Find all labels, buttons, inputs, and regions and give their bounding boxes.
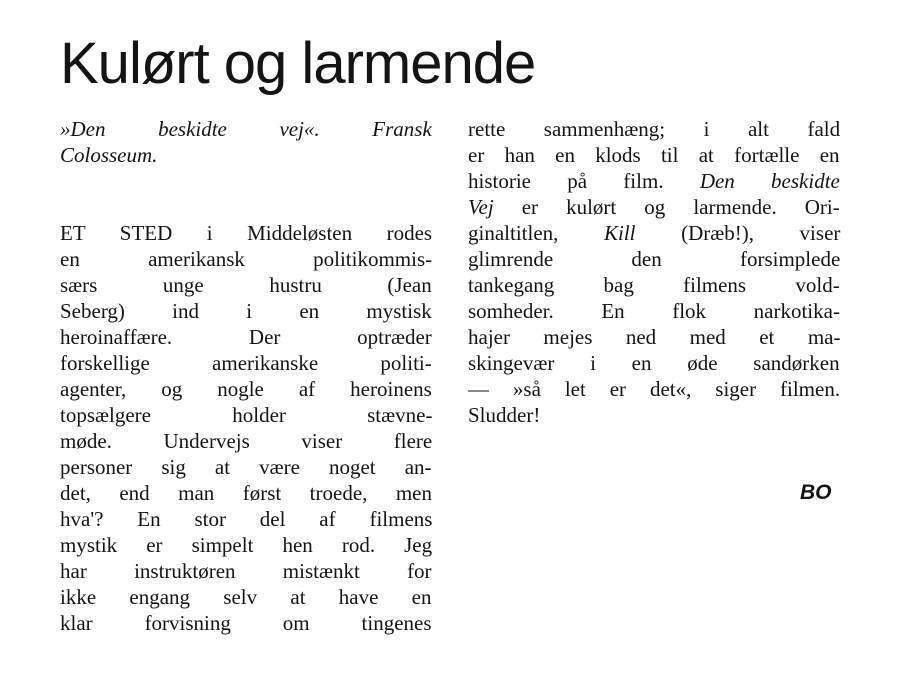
text-run: ginaltitlen,	[468, 221, 604, 245]
right-column	[468, 116, 840, 428]
body-line: det, end man først troede, men	[60, 481, 432, 505]
body-line: personer sig at være noget an-	[60, 455, 432, 479]
body-line: særs unge hustru (Jean	[60, 273, 432, 297]
body-line: hajer mejes ned med et ma-	[468, 325, 841, 349]
author-signature: BO	[800, 481, 832, 504]
body-line: agenter, og nogle af heroinens	[60, 377, 432, 401]
body-line	[468, 168, 840, 194]
film-title-italic: Vej	[468, 195, 494, 219]
body-line: ET STED i Middeløsten rodes	[60, 221, 433, 245]
body-line: heroinaffære. Der optræder	[60, 325, 432, 349]
byline-line: »Den beskidte vej«. Fransk	[60, 117, 432, 141]
byline-line: Colosseum.	[60, 143, 158, 167]
body-line: klar forvisning om tingenes	[60, 611, 432, 635]
body-line: møde. Undervejs viser flere	[60, 429, 433, 453]
body-line: har instruktøren mistænkt for	[60, 559, 432, 583]
body-line: en amerikansk politikommis-	[60, 247, 433, 271]
paragraph-gap	[60, 168, 432, 220]
body-line: glimrende den forsimplede	[468, 247, 841, 271]
body-line: topsælgere holder stævne-	[60, 403, 433, 427]
body-line: er han en klods til at fortælle en	[468, 143, 840, 167]
body-line: tankegang bag filmens vold-	[468, 273, 840, 297]
text-run: (Dræb!), viser	[635, 221, 841, 245]
text-run: historie på film.	[468, 169, 700, 193]
body-line: rette sammenhæng; i alt fald	[468, 117, 841, 141]
body-line	[468, 220, 840, 246]
text-run: er kulørt og larmende. Ori-	[493, 195, 840, 219]
body-line: Sludder!	[468, 403, 541, 427]
body-line: forskellige amerikanske politi-	[60, 351, 432, 375]
body-line: — »så let er det«, siger filmen.	[468, 377, 841, 401]
body-line: skingevær i en øde sandørken	[468, 351, 840, 375]
body-line: hva'? En stor del af filmens	[60, 507, 433, 531]
body-line: ikke engang selv at have en	[60, 585, 432, 609]
body-line	[468, 194, 840, 220]
left-column	[60, 116, 432, 636]
film-title-italic: Den beskidte	[699, 169, 840, 193]
body-line: Seberg) ind i en mystisk	[60, 299, 432, 323]
body-line: somheder. En flok narkotika-	[468, 299, 840, 323]
body-line: mystik er simpelt hen rod. Jeg	[60, 533, 433, 557]
headline: Kulørt og larmende	[60, 31, 536, 96]
original-title-italic: Kill	[603, 221, 636, 245]
